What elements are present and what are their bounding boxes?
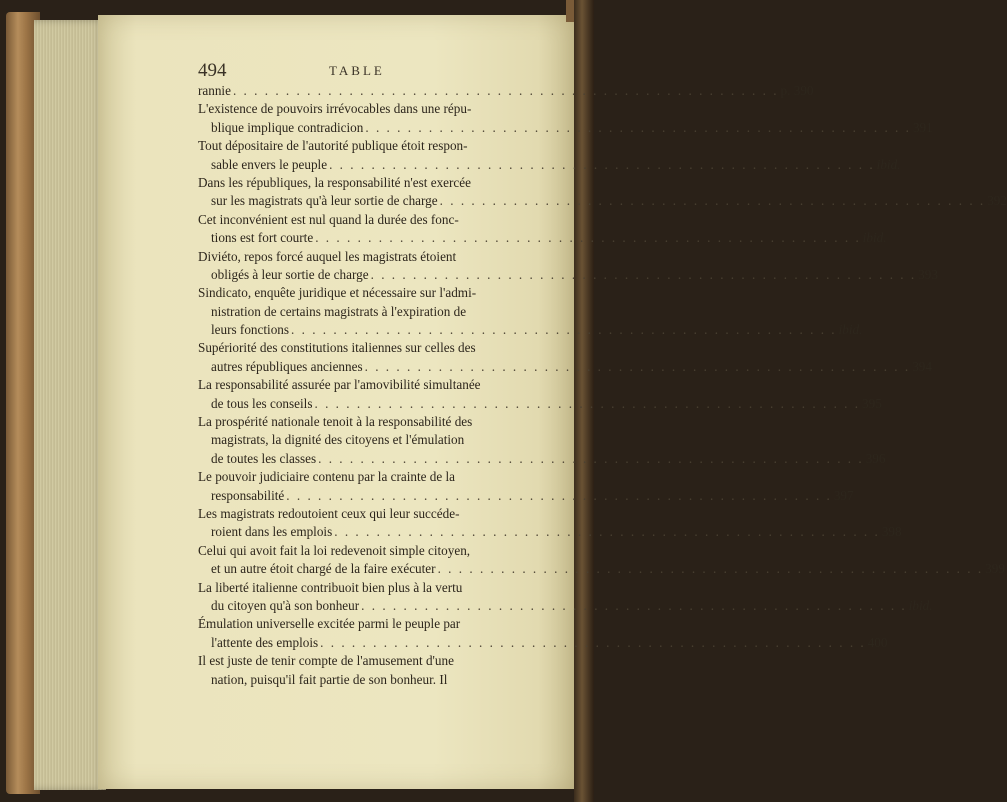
toc-entry-line [198, 137, 520, 155]
toc-entry-line [198, 671, 520, 689]
toc-entry [198, 248, 938, 285]
toc-entry-line [198, 303, 520, 321]
toc-entry-line [198, 468, 520, 486]
page-header [198, 60, 520, 82]
toc-entry [198, 284, 863, 339]
dot-leader: . . . . . . . . . . . . . . . . . . . . . . . . . . . . . . . . . . . . . . . . . . . . . . . . . . . . [232, 83, 779, 98]
toc-entry-line [198, 450, 886, 468]
dot-leader: . . . . . . . . . . . . . . . . . . . . . . . . . . . . . . . . . . . . . . . . . . . . . . . . . . . . [329, 156, 875, 172]
toc-entry-line [198, 229, 887, 247]
toc-entry-line [198, 156, 901, 174]
toc-entry-text: Diviéto, repos forcé auquel les magistrats étoient [198, 248, 457, 264]
toc-entry-text: Supériorité des constitutions italiennes sur celles des [198, 340, 476, 356]
toc-entry-text: blique implique contradicion [211, 119, 364, 135]
toc-entry-line [198, 523, 902, 541]
table-of-contents-entries [198, 82, 1007, 689]
toc-entry-line [198, 358, 932, 376]
toc-entry-line [198, 100, 520, 118]
toc-entry-text: Émulation universelle excitée parmi le peuple par [198, 616, 461, 632]
toc-entry [198, 376, 882, 413]
toc-entry-line [198, 487, 854, 505]
dot-leader: . . . . . . . . . . . . . . . . . . . . . . . . . . . . . . . . . . . . . . . . . . . . . . . . . . . . [318, 450, 864, 466]
toc-entry [198, 100, 933, 137]
toc-entry [198, 82, 814, 100]
toc-entry-line [198, 634, 888, 652]
toc-entry-text: L'existence de pouvoirs irrévocables dans une répu- [198, 101, 472, 117]
dot-leader: . . . . . . . . . . . . . . . . . . . . . . . . . . . . . . . . . . . . . . . . . . . . . . . . . . . . [286, 487, 832, 503]
dot-leader: . . . . . . . . . . . . . . . . . . . . . . . . . . . . . . . . . . . . . . . . . . . . . . . . . . . . [320, 634, 866, 650]
toc-entry-text: responsabilité [211, 487, 285, 503]
toc-page-reference: 392 [987, 193, 1007, 209]
toc-entry-text: sable envers le peuple [211, 156, 328, 172]
toc-entry-text: l'attente des emplois [211, 634, 319, 650]
toc-page-reference: 396 [865, 450, 886, 466]
toc-entry [198, 542, 1005, 579]
toc-entry-line [198, 284, 520, 302]
toc-entry-text: tions est fort courte [211, 230, 314, 246]
toc-entry [198, 652, 520, 689]
toc-entry-line [198, 376, 520, 394]
toc-page-reference: ibid. [908, 597, 933, 613]
toc-entry-line [198, 119, 933, 137]
toc-entry-text: Celui qui avoit fait la loi redevenoit simple citoyen, [198, 542, 471, 558]
toc-page-reference: 391 [912, 119, 933, 135]
dot-leader: . . . . . . . . . . . . . . . . . . . . . . . . . . . . . . . . . . . . . . . . . . . . . . . . . . . . [334, 524, 880, 540]
dot-leader: . . . . . . . . . . . . . . . . . . . . . . . . . . . . . . . . . . . . . . . . . . . . . . . . . . . . [314, 395, 861, 411]
dot-leader: . . . . . . . . . . . . . . . . . . . . . . . . . . . . . . . . . . . . . . . . . . . . . . . . . . . . [437, 561, 984, 577]
running-title: TABLE [329, 63, 385, 78]
toc-entry-line [198, 321, 863, 339]
toc-page-reference: 397 [833, 487, 854, 503]
toc-entry-text: de tous les conseils [211, 395, 313, 411]
toc-entry-line [198, 431, 520, 449]
dot-leader: . . . . . . . . . . . . . . . . . . . . . . . . . . . . . . . . . . . . . . . . . . . . . . . . . . . . [364, 358, 911, 374]
toc-entry [198, 468, 854, 505]
toc-entry-text: Sindicato, enquête juridique et nécessaire sur l'admi- [198, 285, 477, 301]
toc-entry-line [198, 542, 520, 560]
toc-page-reference: p. 390 [780, 83, 814, 98]
toc-entry-text: Il est juste de tenir compte de l'amusement d'une [198, 653, 454, 669]
toc-entry-line [198, 560, 1005, 578]
toc-entry-line [198, 248, 520, 266]
toc-entry-line [198, 395, 882, 413]
dot-leader: . . . . . . . . . . . . . . . . . . . . . . . . . . . . . . . . . . . . . . . . . . . . . . . . . . . . [361, 597, 907, 613]
toc-entry-text: Tout dépositaire de l'autorité publique étoit respon- [198, 138, 468, 154]
toc-entry [198, 505, 902, 542]
toc-entry-line [198, 82, 814, 100]
dot-leader: . . . . . . . . . . . . . . . . . . . . . . . . . . . . . . . . . . . . . . . . . . . . . . . . . . . . [365, 119, 911, 135]
toc-entry-line [198, 615, 520, 633]
toc-entry-text: obligés à leur sortie de charge [211, 266, 369, 282]
toc-entry-line [198, 266, 938, 284]
toc-page-reference: 400 [867, 634, 888, 650]
toc-entry-text: magistrats, la dignité des citoyens et l'émulation [211, 432, 465, 448]
toc-entry-line [198, 339, 520, 357]
dot-leader: . . . . . . . . . . . . . . . . . . . . . . . . . . . . . . . . . . . . . . . . . . . . . . . . . . . . [315, 230, 861, 246]
toc-entry-text: roient dans les emplois [211, 524, 333, 540]
toc-entry [198, 211, 887, 248]
toc-entry [198, 615, 888, 652]
toc-entry-text: sur les magistrats qu'à leur sortie de charge [211, 193, 438, 209]
toc-entry-text: Cet inconvénient est nul quand la durée des fonc- [198, 211, 459, 227]
toc-entry-text: autres républiques anciennes [211, 358, 363, 374]
page-stack-edges [34, 20, 106, 790]
toc-entry-line [198, 192, 1007, 210]
page-number: 494 [198, 60, 227, 81]
toc-entry [198, 413, 886, 468]
toc-page-reference: 395 [862, 395, 882, 411]
toc-entry-text: nistration de certains magistrats à l'expiration de [211, 303, 467, 319]
toc-entry-text: du citoyen qu'à son bonheur [211, 597, 360, 613]
toc-entry-line [198, 652, 520, 670]
toc-entry-line [198, 505, 520, 523]
toc-page-reference: 393 [918, 266, 938, 282]
toc-entry-text: rannie [198, 83, 231, 98]
toc-entry-text: leurs fonctions [211, 322, 290, 338]
toc-entry-text: nation, puisqu'il fait partie de son bonheur. Il [211, 671, 448, 687]
toc-entry-line [198, 597, 933, 615]
toc-page-reference: ibid. [876, 156, 901, 172]
toc-entry [198, 579, 933, 616]
toc-page-reference: 399 [985, 561, 1005, 577]
toc-page-reference: 398 [881, 524, 902, 540]
toc-entry-text: de toutes les classes [211, 450, 317, 466]
toc-entry-line [198, 579, 520, 597]
dot-leader: . . . . . . . . . . . . . . . . . . . . . . . . . . . . . . . . . . . . . . . . . . . . . . . . . . . . [370, 266, 917, 282]
toc-entry-text: La prospérité nationale tenoit à la responsabilité des [198, 414, 473, 430]
toc-entry-text: Dans les républiques, la responsabilité n'est exercée [198, 174, 471, 190]
toc-entry-text: Le pouvoir judiciaire contenu par la crainte de la [198, 469, 456, 485]
toc-entry-text: Les magistrats redoutoient ceux qui leur succéde- [198, 505, 460, 521]
dot-leader: . . . . . . . . . . . . . . . . . . . . . . . . . . . . . . . . . . . . . . . . . . . . . . . . . . . . [291, 322, 837, 338]
toc-entry-text: La liberté italienne contribuoit bien plus à la vertu [198, 579, 463, 595]
toc-entry-text: et un autre étoit chargé de la faire exécuter [211, 561, 436, 577]
toc-entry-line [198, 413, 520, 431]
toc-entry-text: La responsabilité assurée par l'amovibilité simultanée [198, 377, 481, 393]
toc-entry [198, 174, 1007, 211]
toc-entry [198, 137, 901, 174]
toc-entry-line [198, 211, 520, 229]
toc-entry-line [198, 174, 520, 192]
toc-page-reference: ibid. [862, 230, 887, 246]
dot-leader: . . . . . . . . . . . . . . . . . . . . . . . . . . . . . . . . . . . . . . . . . . . . . . . . . . . . [439, 193, 986, 209]
toc-entry [198, 339, 932, 376]
toc-page-reference: 394 [912, 358, 932, 374]
toc-page-reference: ibid. [838, 322, 863, 338]
